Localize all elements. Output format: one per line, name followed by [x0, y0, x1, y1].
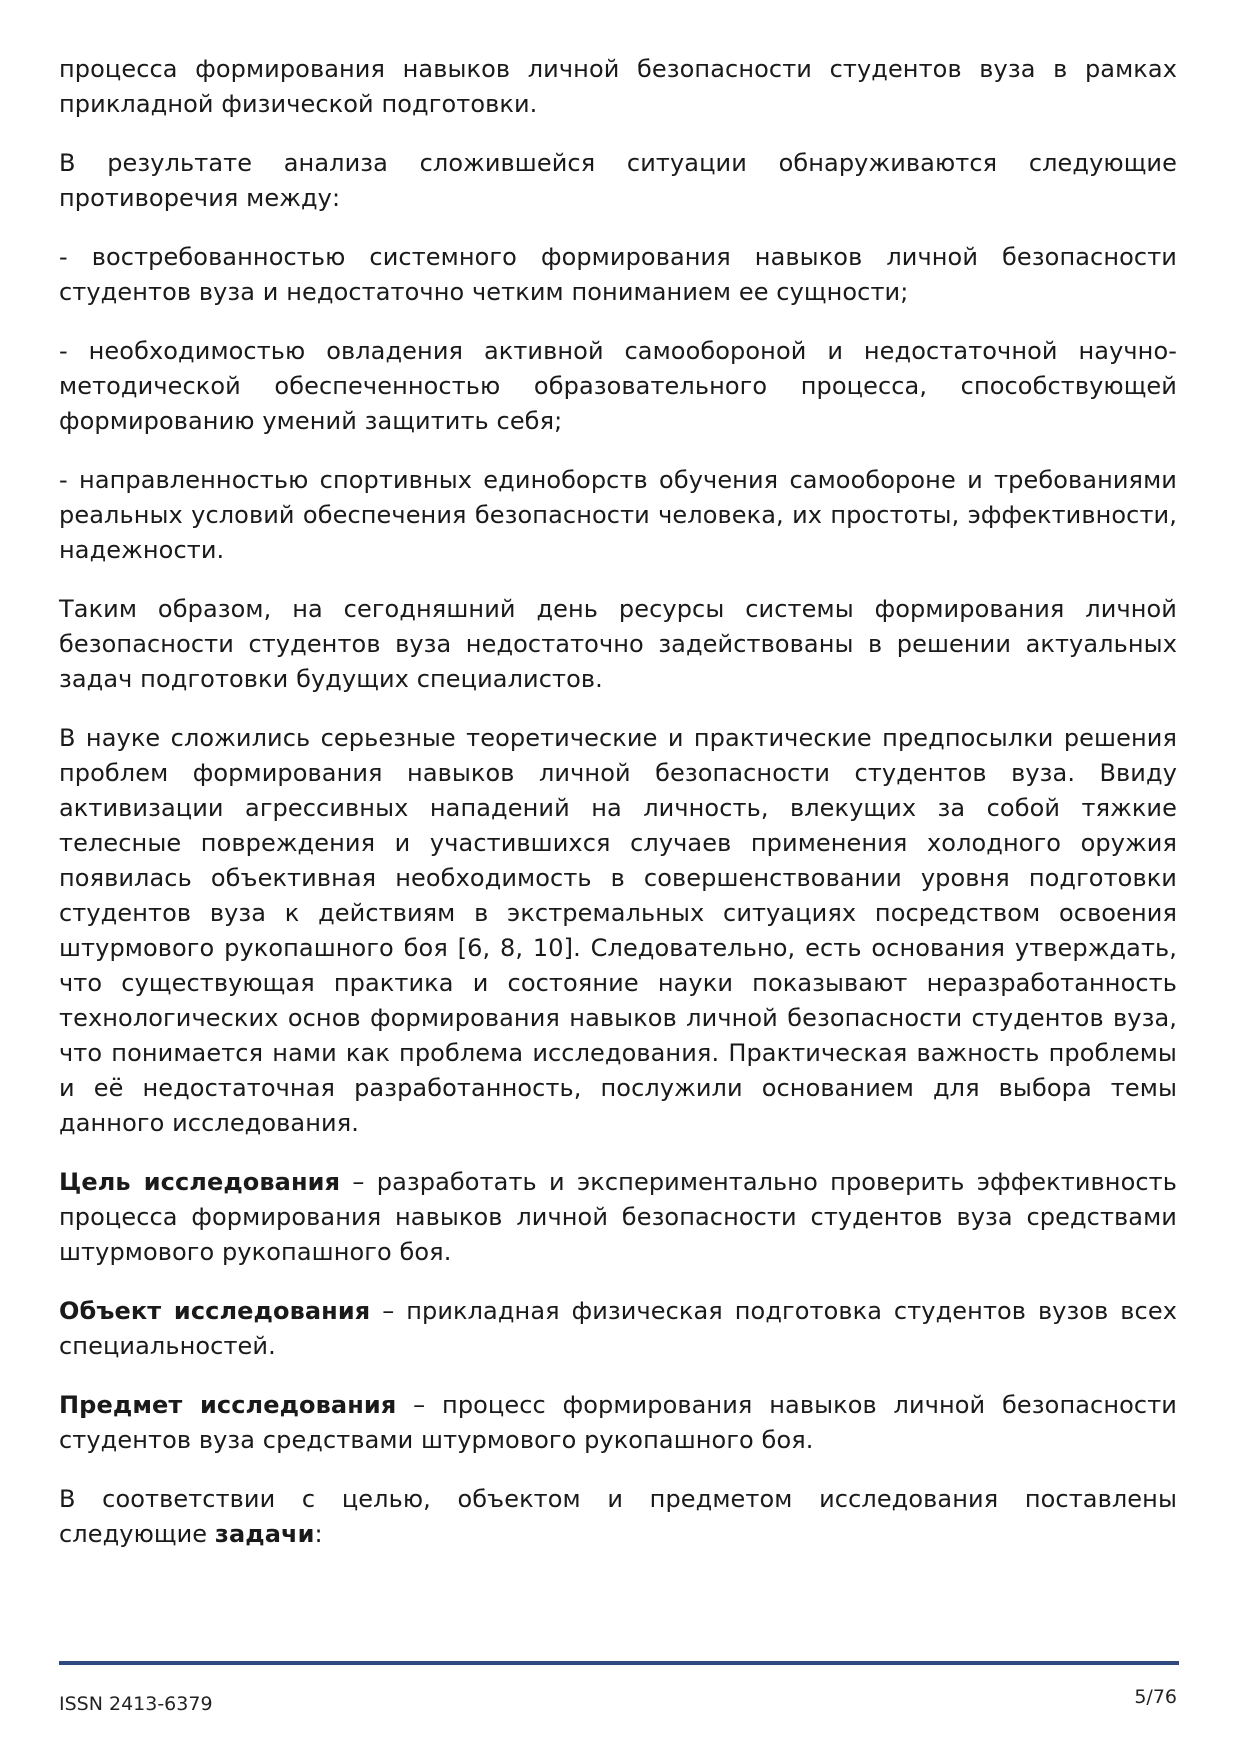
paragraph-research-goal	[59, 1165, 1177, 1270]
list-item-contradiction-3: - направленностью спортивных единоборств обучения самообороне и требованиями реальных условий обеспечения безопасности человека, их простоты, эффективности, надежности.	[59, 466, 1177, 564]
paragraph-research-subject	[59, 1388, 1177, 1458]
research-subject-text: – процесс формирования навыков личной безопасности студентов вуза средствами штурмового рукопашного боя.	[59, 1391, 1177, 1454]
paragraph-problem: В науке сложились серьезные теоретические и практические предпосылки решения проблем формирования навыков личной безопасности студентов вуза. Ввиду активизации агрессивных нападений на личность, влекущих за собой тяжкие телесные повреждения и участившихся случаев применения холодного оружия появилась объективная необходимость в совершенствовании уровня подготовки студентов вуза к действиям в экстремальных ситуациях посредством освоения штурмового рукопашного боя [6, 8, 10]. Следовательно, есть основания утверждать, что существующая практика и состояние науки показывают неразработанность технологических основ формирования навыков личной безопасности студентов вуза, что понимается нами как проблема исследования. Практическая важность проблемы и её недостаточная разработанность, послужили основанием для выбора темы данного исследования.	[59, 724, 1177, 1137]
list-item-contradiction-1: - востребованностью системного формирования навыков личной безопасности студентов вуза и недостаточно четким пониманием ее сущности;	[59, 243, 1177, 306]
tasks-colon: :	[314, 1520, 323, 1548]
footer-divider	[59, 1661, 1179, 1665]
research-object-term: Объект исследования	[59, 1297, 371, 1325]
research-object-text: – прикладная физическая подготовка студентов вузов всех специальностей.	[59, 1297, 1177, 1360]
paragraph-1: процесса формирования навыков личной безопасности студентов вуза в рамках прикладной физической подготовки.	[59, 55, 1177, 118]
page-number: 5/76	[1134, 1686, 1177, 1708]
paragraph-contradictions-intro: В результате анализа сложившейся ситуации обнаруживаются следующие противоречия между:	[59, 149, 1177, 212]
footer-issn: ISSN 2413-6379	[59, 1693, 213, 1715]
research-subject-term: Предмет исследования	[59, 1391, 397, 1419]
research-goal-text: – разработать и экспериментально проверить эффективность процесса формирования навыков личной безопасности студентов вуза средствами штурмового рукопашного боя.	[59, 1168, 1177, 1266]
paragraph-conclusion: Таким образом, на сегодняшний день ресурсы системы формирования личной безопасности студентов вуза недостаточно задействованы в решении актуальных задач подготовки будущих специалистов.	[59, 595, 1177, 693]
paragraph-research-object	[59, 1294, 1177, 1364]
document-body	[59, 52, 1177, 1576]
research-goal-term: Цель исследования	[59, 1168, 341, 1196]
list-item-contradiction-2: - необходимостью овладения активной самообороной и недостаточной научно-методической обеспеченностью образовательного процесса, способствующей формированию умений защитить себя;	[59, 337, 1177, 435]
tasks-term: задачи	[214, 1520, 315, 1548]
paragraph-tasks	[59, 1482, 1177, 1552]
tasks-intro-text: В соответствии с целью, объектом и предметом исследования поставлены следующие	[59, 1485, 1177, 1548]
